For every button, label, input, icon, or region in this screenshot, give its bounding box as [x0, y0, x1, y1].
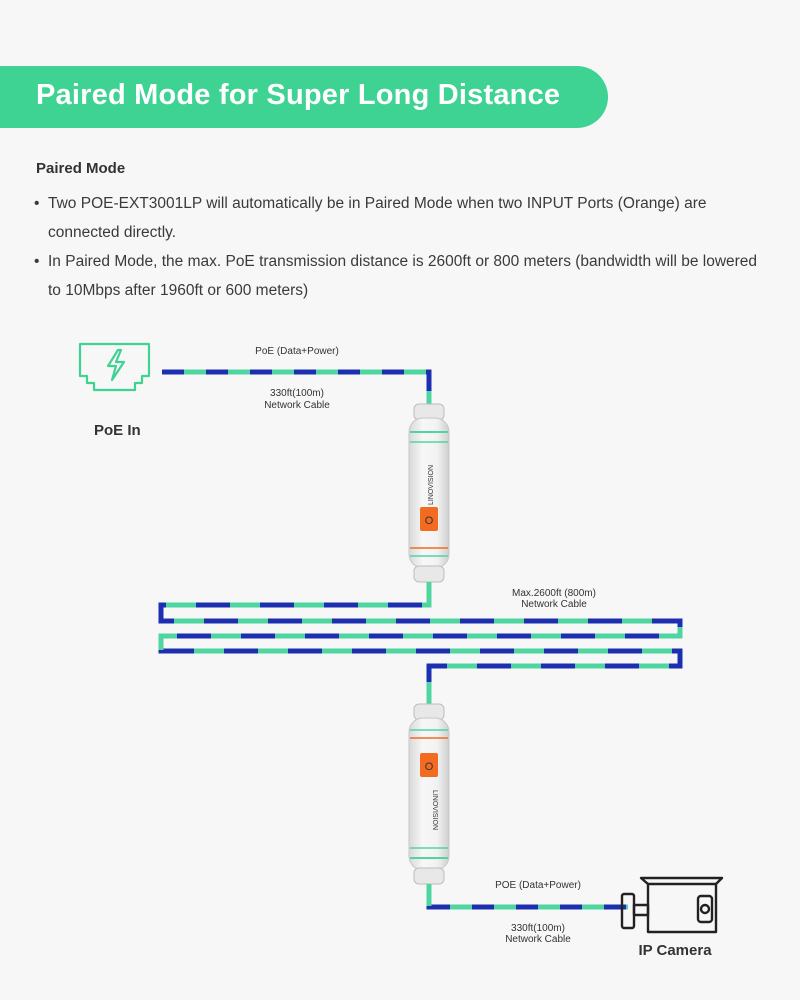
bottom-cable-type: Network Cable: [505, 934, 571, 945]
poe-extender-1: [409, 404, 449, 582]
bullet-item: • In Paired Mode, the max. PoE transmission distance is 2600ft or 800 meters (bandwidth will be lowered to 10Mbps after 1960ft or 600 meters): [32, 247, 762, 305]
ip-camera-icon: [622, 878, 722, 932]
extender-1-brand: LINOVISION: [428, 464, 435, 506]
top-cable-length: 330ft(100m): [270, 388, 324, 399]
poe-extender-2: [409, 704, 449, 884]
middle-cable-length: Max.2600ft (800m): [512, 588, 596, 599]
bottom-cable-title: POE (Data+Power): [495, 880, 581, 891]
middle-cable-type: Network Cable: [521, 599, 587, 610]
long-cable-stripe: [161, 582, 680, 704]
long-network-cable: [161, 582, 680, 704]
extender-2-brand: LINOVISION: [431, 789, 438, 831]
poe-in-label: PoE In: [94, 422, 141, 439]
page-title: Paired Mode for Super Long Distance: [36, 79, 561, 111]
poe-in-icon: [80, 344, 149, 390]
bullet-item: • Two POE-EXT3001LP will automatically be in Paired Mode when two INPUT Ports (Orange) are connected directly.: [32, 189, 762, 247]
extender-2-port-mark: O: [424, 761, 434, 773]
section-title: Paired Mode: [36, 160, 126, 177]
extender-1-port-mark: O: [424, 515, 434, 527]
top-cable-type: Network Cable: [264, 400, 330, 411]
top-cable-title: PoE (Data+Power): [255, 346, 339, 357]
bottom-cable-length: 330ft(100m): [511, 923, 565, 934]
camera-label: IP Camera: [638, 942, 712, 959]
